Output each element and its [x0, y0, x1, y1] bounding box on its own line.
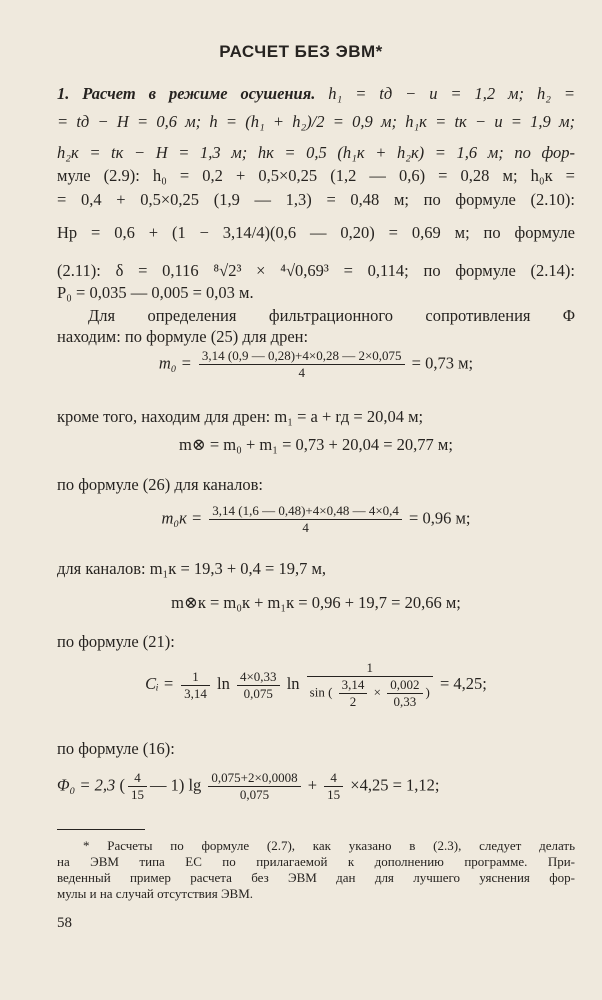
formula-ci-ln1: ln — [217, 673, 230, 693]
section-title: РАСЧЕТ БЕЗ ЭВМ* — [219, 42, 383, 61]
formula-phi-frac2-den: 0,075 — [239, 787, 270, 802]
paragraph1-line-1-text: h₁ = tд − u = 1,2 м; h₂ = — [328, 84, 575, 103]
formula-ci-frac2-num: 4×0,33 — [237, 669, 280, 686]
formula-ci-sin: sin — [309, 684, 325, 700]
formula-phi-frac3-num: 4 — [324, 770, 343, 787]
formula-ci-frac1 — [181, 669, 210, 702]
formula-ci-rhs: = 4,25; — [439, 673, 487, 693]
formula-ci-frac5-num: 0,002 — [387, 677, 422, 694]
paragraph1-line-6: Hр = 0,6 + (1 − 3,14/4)(0,6 — 0,20) = 0,69 м; по формуле — [57, 223, 575, 242]
formula-m0k-numerator: 3,14 (1,6 — 0,48)+4×0,48 — 4×0,4 — [209, 503, 402, 520]
formula-ci-ln2: ln — [286, 673, 300, 693]
formula-phi-minus-one: — 1 — [149, 775, 179, 795]
line-m-cross: m⊗ = m₀ + m₁ = 0,73 + 20,04 = 20,77 м; — [179, 435, 453, 454]
formula-m0 — [57, 348, 575, 381]
formula-phi-lg: lg — [188, 775, 202, 795]
formula-m0-rhs: = 0,73 м; — [411, 353, 474, 373]
formula-ci-frac3-num: 1 — [307, 660, 433, 677]
footnote-line-2: на ЭВМ типа ЕС по прилагаемой к дополнению программе. При- — [57, 854, 575, 869]
paragraph2-line-1: Для определения фильтрационного сопротивления Φ — [88, 306, 575, 325]
formula-ci — [57, 660, 575, 710]
footnote-line-3: веденный пример расчета без ЭВМ дан для лучшего уяснения фор- — [57, 870, 575, 885]
formula-ci-frac3-den: sin ( $\frac{3,14}{2}$ × $\frac{0,002}{0,33}$ ) — [309, 677, 430, 709]
formula-m0k-fraction — [209, 503, 402, 536]
formula-m0-lhs: m₀ = — [158, 353, 192, 373]
formula-ci-times: × — [373, 684, 382, 700]
formula-m0k — [57, 503, 575, 536]
formula-phi-frac2-num: 0,075+2×0,0008 — [208, 770, 300, 787]
formula-ci-frac4 — [339, 677, 368, 710]
formula-phi-plus: + — [307, 775, 318, 795]
line-formula-26: по формуле (26) для каналов: — [57, 475, 264, 494]
formula-ci-frac3 — [307, 660, 433, 710]
formula-phi-frac3-den: 15 — [327, 787, 341, 802]
formula-m0-fraction — [199, 348, 405, 381]
paragraph1-line-2: = tд − H = 0,6 м; h = (h₁ + h₂)/2 = 0,9 м; h₁к = tк − u = 1,9 м; — [57, 112, 575, 131]
formula-m0k-rhs: = 0,96 м; — [409, 508, 471, 528]
formula-ci-lhs: Cᵢ = — [145, 673, 174, 693]
formula-m0-denominator: 4 — [298, 365, 305, 380]
formula-ci-frac4-den: 2 — [349, 694, 357, 709]
formula-ci-frac5-den: 0,33 — [393, 694, 417, 709]
footnote-divider — [57, 829, 145, 830]
formula-phi-frac3 — [324, 770, 343, 803]
formula-phi-lhs: Φ₀ = 2,3 — [57, 775, 116, 795]
paragraph1-heading: 1. Расчет в режиме осушения. — [57, 84, 316, 103]
paragraph1-line-4: муле (2.9): h₀ = 0,2 + 0,5×0,25 (1,2 — 0,6) = 0,28 м; h₀к = — [57, 166, 575, 185]
formula-m0k-denominator: 4 — [302, 520, 309, 535]
line-m1k: для каналов: m₁к = 19,3 + 0,4 = 19,7 м, — [57, 559, 327, 578]
paragraph2-line-2: находим: по формуле (25) для дрен: — [57, 327, 309, 346]
formula-ci-frac5 — [387, 677, 422, 710]
formula-phi: Φ₀ = 2,3 ( $\frac{4}{15}$ — 1) lg $\frac{0,075+2\times 0,0008}{0,075}$ + $\frac{4}{15}$ ×4,25 = 1,12; — [57, 770, 440, 802]
formula-phi-frac1 — [128, 770, 147, 803]
footnote-line-4: мулы и на случай отсутствия ЭВМ. — [57, 886, 254, 901]
formula-m0-numerator: 3,14 (0,9 — 0,28)+4×0,28 — 2×0,075 — [199, 348, 405, 365]
paragraph1-line-7: (2.11): δ = 0,116 ⁸√2³ × ⁴√0,69³ = 0,114; по формуле (2.14): — [57, 261, 575, 280]
formula-ci-frac1-den: 3,14 — [184, 685, 207, 701]
footnote-line-1: * Расчеты по формуле (2.7), как указано в (2.3), следует делать — [83, 838, 575, 853]
formula-phi-frac2 — [208, 770, 300, 803]
line-m1: кроме того, находим для дрен: m₁ = a + rд = 20,04 м; — [57, 407, 424, 426]
page-number: 58 — [57, 915, 72, 931]
formula-m0k-lhs: m₀к = — [161, 508, 203, 528]
formula-ci-frac1-num: 1 — [181, 669, 210, 686]
formula-ci-frac4-num: 3,14 — [339, 677, 368, 694]
paragraph1-line-1 — [57, 84, 575, 104]
formula-ci-frac2 — [237, 669, 280, 702]
formula-phi-frac1-den: 15 — [130, 787, 144, 802]
line-formula-21: по формуле (21): — [57, 632, 175, 651]
line-formula-16: по формуле (16): — [57, 739, 175, 758]
formula-ci-frac2-den: 0,075 — [243, 685, 273, 701]
line-m-cross-k: m⊗к = m₀к + m₁к = 0,96 + 19,7 = 20,66 м; — [171, 593, 461, 612]
paragraph1-line-3: h₂к = tк − H = 1,3 м; hк = 0,5 (h₁к + h₂к) = 1,6 м; по фор- — [57, 143, 575, 162]
paragraph1-line-8: P₀ = 0,035 — 0,005 = 0,03 м. — [57, 283, 254, 302]
formula-phi-rhs: ×4,25 = 1,12; — [350, 775, 440, 795]
paragraph1-line-5: = 0,4 + 0,5×0,25 (1,9 — 1,3) = 0,48 м; по формуле (2.10): — [57, 190, 575, 209]
formula-phi-frac1-num: 4 — [128, 770, 147, 787]
